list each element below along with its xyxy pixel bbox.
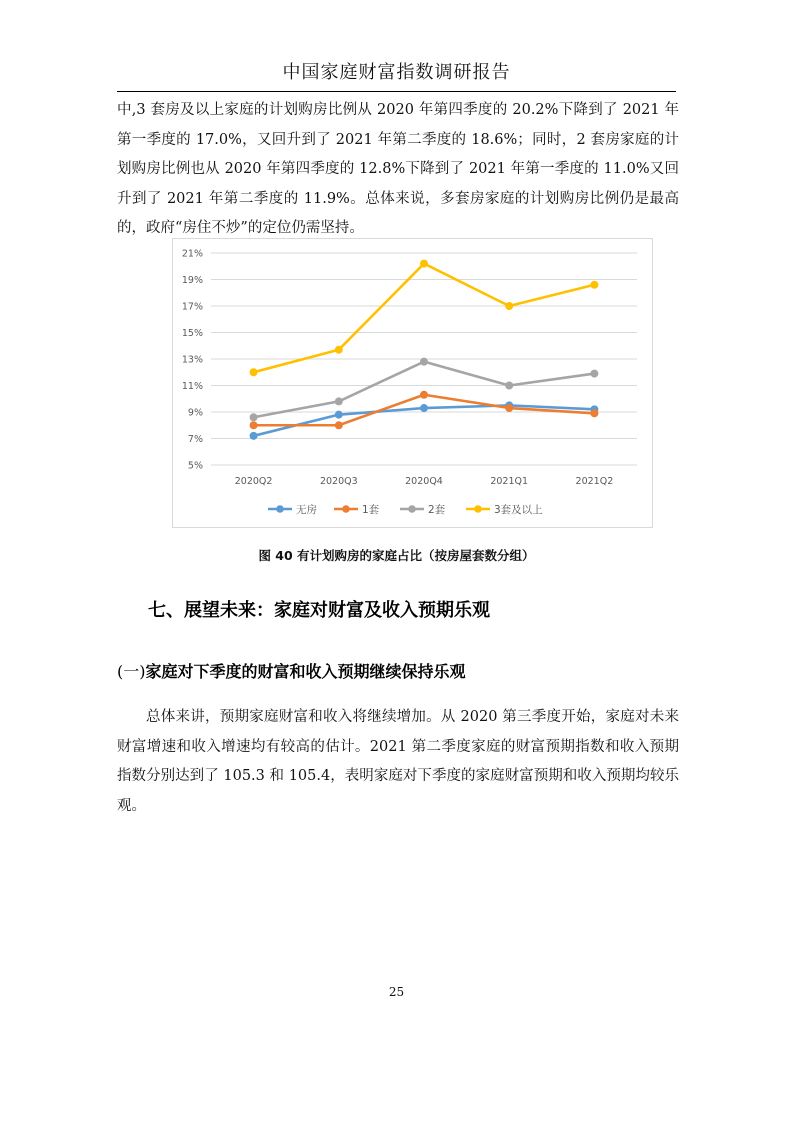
data-point <box>505 302 513 310</box>
y-tick-label: 17% <box>181 301 203 313</box>
figure-caption: 图 40 有计划购房的家庭占比（按房屋套数分组） <box>258 548 535 563</box>
x-tick-label: 2021Q1 <box>490 476 529 487</box>
y-tick-label: 21% <box>181 248 203 260</box>
legend-swatch-marker <box>474 505 482 513</box>
page-number: 25 <box>388 985 405 999</box>
data-point <box>250 413 258 421</box>
data-point <box>335 411 343 419</box>
y-tick-label: 13% <box>181 354 203 366</box>
subsection-number: (一) <box>117 662 146 681</box>
line-chart <box>172 238 653 528</box>
legend-swatch-marker <box>342 505 350 513</box>
y-tick-label: 9% <box>187 407 203 419</box>
data-point <box>590 281 598 289</box>
x-tick-label: 2020Q3 <box>319 476 358 487</box>
page-header-title: 中国家庭财富指数调研报告 <box>282 62 511 83</box>
data-point <box>590 370 598 378</box>
data-point <box>590 409 598 417</box>
paragraph-planned-purchase: 中,3 套房及以上家庭的计划购房比例从 2020 年第四季度的 20.2%下降到了 2021 年第一季度的 17.0%，又回升到了 2021 年第二季度的 18.6%；同时，2 套房家庭的计划购房比例也从 2020 年第四季度的 12.8%下降到了 2021 年第一季度的 11.0%又回升到了 2021 年第二季度的 11.9%。总体来说，多套房家庭的计划购房比例仍是最高的，政府“房住不炒”的定位仍需坚持。 <box>117 102 679 237</box>
data-point <box>250 432 258 440</box>
legend-swatch-marker <box>276 505 284 513</box>
header-divider <box>117 91 676 92</box>
data-point <box>505 382 513 390</box>
legend-label: 1套 <box>362 504 380 516</box>
data-point <box>335 346 343 354</box>
y-tick-label: 15% <box>181 328 203 339</box>
y-tick-label: 11% <box>181 381 203 392</box>
data-point <box>420 391 428 399</box>
subsection-heading <box>117 659 466 682</box>
legend-label: 无房 <box>296 504 317 516</box>
y-tick-label: 7% <box>187 434 203 445</box>
data-point <box>250 421 258 429</box>
subsection-title: 家庭对下季度的财富和收入预期继续保持乐观 <box>145 662 466 681</box>
data-point <box>420 358 428 366</box>
data-point <box>420 260 428 268</box>
legend-label: 2套 <box>428 504 446 516</box>
x-tick-label: 2021Q2 <box>575 476 614 487</box>
chart-canvas <box>173 239 652 527</box>
legend-label: 3套及以上 <box>494 504 543 516</box>
data-point <box>505 404 513 412</box>
data-point <box>250 368 258 376</box>
y-tick-label: 5% <box>187 460 203 472</box>
y-tick-label: 19% <box>181 275 203 286</box>
x-tick-label: 2020Q4 <box>405 476 443 487</box>
paragraph-expectations: 总体来讲，预期家庭财富和收入将继续增加。从 2020 第三季度开始，家庭对未来财富增速和收入增速均有较高的估计。2021 第二季度家庭的财富预期指数和收入预期指数分别达到了 105.3 和 105.4，表明家庭对下季度的家庭财富预期和收入预期均较乐观。 <box>117 709 679 814</box>
data-point <box>420 404 428 412</box>
data-point <box>335 397 343 405</box>
legend-swatch-marker <box>408 505 416 513</box>
data-point <box>335 421 343 429</box>
section-heading: 七、展望未来：家庭对财富及收入预期乐观 <box>148 600 490 621</box>
x-tick-label: 2020Q2 <box>234 476 273 487</box>
